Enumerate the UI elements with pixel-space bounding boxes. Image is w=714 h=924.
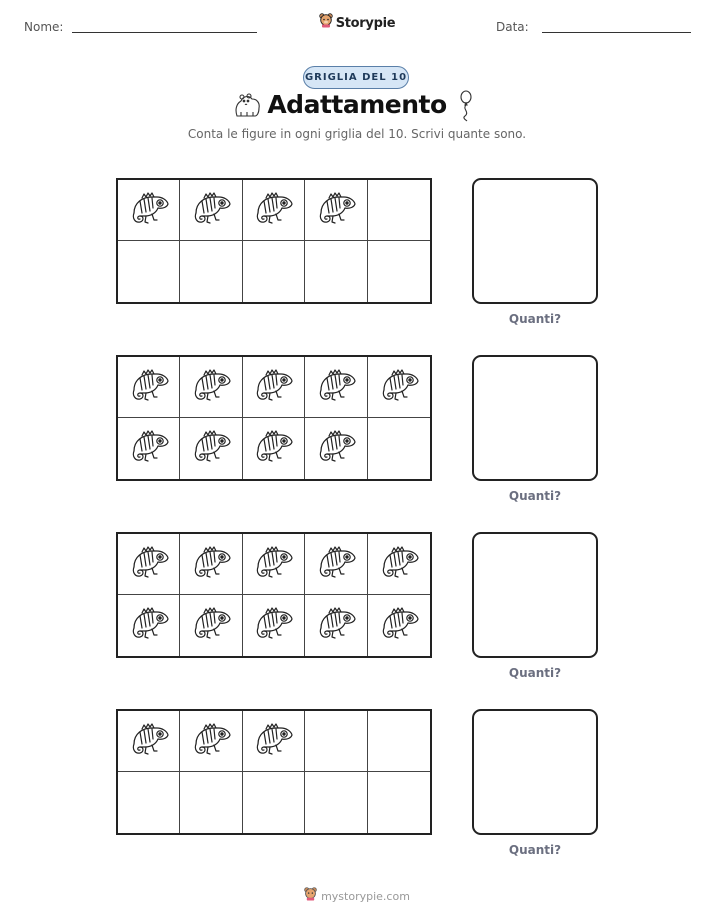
chameleon-icon — [251, 365, 295, 410]
ten-frame-cell — [368, 772, 430, 833]
ten-frame-cell — [305, 534, 367, 595]
chameleon-icon — [127, 603, 171, 648]
ten-frame-cell — [368, 595, 430, 656]
ten-frame-cell — [368, 418, 430, 479]
chameleon-icon — [127, 719, 171, 764]
ten-frame-cell — [180, 534, 242, 595]
chameleon-icon — [251, 188, 295, 233]
chameleon-icon — [127, 188, 171, 233]
date-label: Data: — [496, 20, 529, 34]
ten-frame-cell — [118, 241, 180, 302]
ten-frame-cell — [118, 595, 180, 656]
ten-frame-cell — [243, 241, 305, 302]
ten-frame-4 — [116, 709, 432, 835]
answer-box-1[interactable] — [472, 178, 598, 304]
ten-frame-cell — [368, 534, 430, 595]
ten-frame-cell — [180, 180, 242, 241]
date-line[interactable] — [542, 32, 691, 33]
ten-frame-cell — [243, 595, 305, 656]
instructions: Conta le figure in ogni griglia del 10. Scrivi quante sono. — [187, 127, 527, 141]
ten-frame-cell — [243, 357, 305, 418]
chameleon-icon — [314, 426, 358, 471]
page-title: Adattamento — [267, 90, 447, 119]
ten-frame-cell — [243, 772, 305, 833]
ten-frame-cell — [368, 357, 430, 418]
answer-box-4[interactable] — [472, 709, 598, 835]
ten-frame-2 — [116, 355, 432, 481]
ten-frame-cell — [243, 534, 305, 595]
bear-logo-icon — [319, 13, 333, 33]
chameleon-icon — [314, 603, 358, 648]
answer-box-3[interactable] — [472, 532, 598, 658]
ten-frame-cell — [305, 418, 367, 479]
ten-frame-cell — [118, 357, 180, 418]
chameleon-icon — [189, 542, 233, 587]
chameleon-icon — [314, 365, 358, 410]
ten-frame-cell — [118, 534, 180, 595]
ten-frame-cell — [305, 357, 367, 418]
ten-frame-cell — [243, 180, 305, 241]
ten-frame-cell — [368, 711, 430, 772]
chameleon-icon — [314, 188, 358, 233]
ten-frame-cell — [118, 711, 180, 772]
chameleon-icon — [189, 365, 233, 410]
ten-frame-cell — [305, 772, 367, 833]
ten-frame-3 — [116, 532, 432, 658]
balloon-icon — [457, 90, 475, 127]
ten-frame-cell — [118, 180, 180, 241]
chameleon-icon — [127, 542, 171, 587]
footer-url[interactable]: mystorypie.com — [321, 890, 410, 903]
ten-frame-cell — [243, 418, 305, 479]
ten-frame-cell — [180, 772, 242, 833]
chameleon-icon — [314, 542, 358, 587]
ten-frame-cell — [305, 180, 367, 241]
chameleon-icon — [251, 603, 295, 648]
ten-frame-cell — [180, 241, 242, 302]
ten-frame-cell — [180, 418, 242, 479]
chameleon-icon — [189, 426, 233, 471]
ten-frame-cell — [305, 595, 367, 656]
quanti-label-4: Quanti? — [508, 843, 562, 857]
chameleon-icon — [377, 365, 421, 410]
chameleon-icon — [189, 603, 233, 648]
chameleon-icon — [377, 603, 421, 648]
ten-frame-cell — [118, 772, 180, 833]
chameleon-icon — [189, 719, 233, 764]
ten-frame-cell — [243, 711, 305, 772]
chameleon-icon — [377, 542, 421, 587]
bear-logo-icon — [304, 887, 317, 906]
chameleon-icon — [127, 426, 171, 471]
quanti-label-2: Quanti? — [508, 489, 562, 503]
quanti-label-1: Quanti? — [508, 312, 562, 326]
worksheet-type-badge: GRIGLIA DEL 10 — [303, 66, 409, 89]
chameleon-icon — [189, 188, 233, 233]
name-label: Nome: — [24, 20, 64, 34]
chameleon-icon — [251, 542, 295, 587]
answer-box-2[interactable] — [472, 355, 598, 481]
chameleon-icon — [251, 426, 295, 471]
ten-frame-cell — [368, 180, 430, 241]
ten-frame-cell — [180, 711, 242, 772]
brand-name: Storypie — [335, 15, 396, 31]
chameleon-icon — [127, 365, 171, 410]
brand — [0, 13, 714, 33]
ten-frame-cell — [305, 711, 367, 772]
ten-frame-cell — [118, 418, 180, 479]
chameleon-icon — [251, 719, 295, 764]
quanti-label-3: Quanti? — [508, 666, 562, 680]
ten-frame-cell — [180, 595, 242, 656]
footer — [0, 887, 714, 906]
ten-frame-1 — [116, 178, 432, 304]
ten-frame-cell — [368, 241, 430, 302]
ten-frame-cell — [305, 241, 367, 302]
ten-frame-cell — [180, 357, 242, 418]
